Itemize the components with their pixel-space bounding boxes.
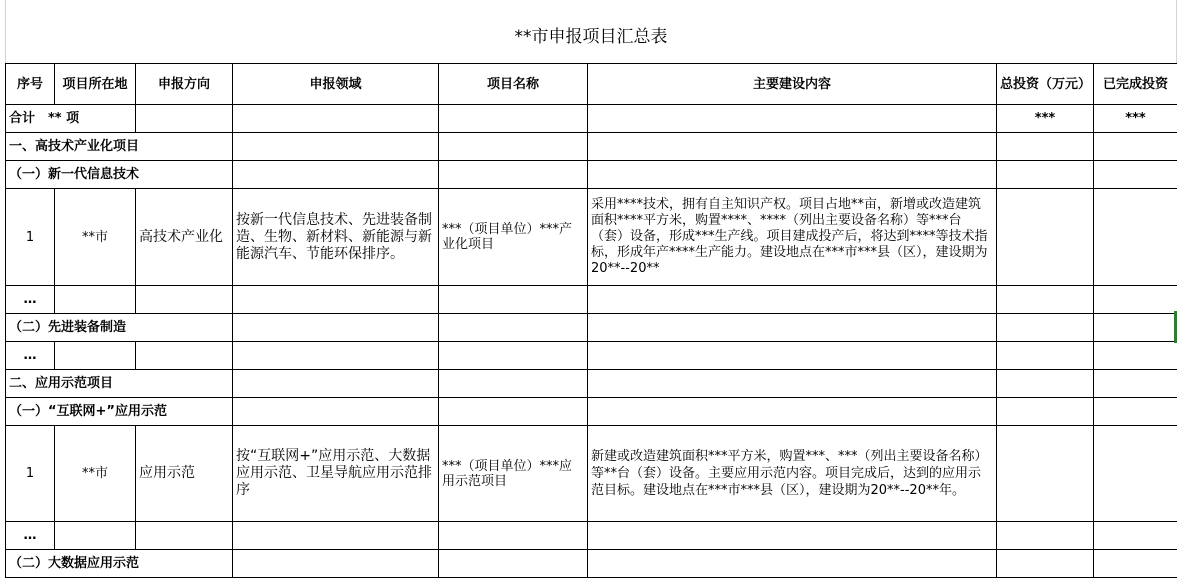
table-row [6,426,1177,522]
row-location[interactable]: **市 [55,189,136,286]
total-row [6,105,1177,133]
subsection-label[interactable]: （一）新一代信息技术 [6,161,233,189]
summary-table [5,63,1177,578]
row-content[interactable]: 采用****技术，拥有自主知识产权。项目占地**亩，新增或改造建筑面积****平方米，购置****、****（列出主要设备名称）等***台（套）设备，形成***生产线。项目建成投产后，将达到****等技术指标，形成年产****生产能力。建设地点在***市***县（区），建设期为20**--20** [588,189,997,286]
cell[interactable] [1094,161,1177,189]
cell[interactable] [233,133,439,161]
cell[interactable] [439,342,588,370]
cell[interactable] [1094,189,1177,286]
row-seq[interactable]: 1 [6,189,55,286]
subsection-label[interactable]: （一）“互联网+”应用示范 [6,398,233,426]
cell[interactable] [233,105,439,133]
cell[interactable] [588,314,997,342]
ellipsis-cell[interactable]: … [6,522,55,550]
cell[interactable] [136,105,233,133]
table-row [6,522,1177,550]
row-name[interactable]: ***（项目单位）***应用示范项目 [439,426,588,522]
cell[interactable] [588,398,997,426]
row-direction[interactable]: 应用示范 [136,426,233,522]
header-completed[interactable]: 已完成投资 [1094,64,1177,105]
table-row [6,189,1177,286]
cell[interactable] [997,426,1094,522]
cell[interactable] [1094,550,1177,578]
cell[interactable] [1094,398,1177,426]
cell[interactable] [439,314,588,342]
row-content[interactable]: 新建或改造建筑面积***平方米，购置***、***（列出主要设备名称）等**台（套）设备。主要应用示范内容。项目完成后，达到的应用示范目标。建设地点在***市***县（区），建设期为20**--20**年。 [588,426,997,522]
cell[interactable] [997,522,1094,550]
ellipsis-cell[interactable]: … [6,342,55,370]
cell[interactable] [997,398,1094,426]
cell[interactable] [233,398,439,426]
table-row [6,286,1177,314]
cell[interactable] [997,370,1094,398]
section-label[interactable]: 一、高技术产业化项目 [6,133,233,161]
cell[interactable] [588,370,997,398]
header-seq[interactable]: 序号 [6,64,55,105]
cell[interactable] [1094,342,1177,370]
section-row [6,133,1177,161]
header-name[interactable]: 项目名称 [439,64,588,105]
cell[interactable] [997,550,1094,578]
cell[interactable] [439,286,588,314]
section-row [6,370,1177,398]
section-label[interactable]: 二、应用示范项目 [6,370,233,398]
cell[interactable] [997,161,1094,189]
subsection-label[interactable]: （二）大数据应用示范 [6,550,233,578]
total-investment[interactable]: *** [997,105,1094,133]
cell[interactable] [997,342,1094,370]
cell[interactable] [588,522,997,550]
header-row [6,64,1177,105]
cell[interactable] [588,286,997,314]
cell[interactable] [997,133,1094,161]
cell[interactable] [233,314,439,342]
row-field[interactable]: 按“互联网+”应用示范、大数据应用示范、卫星导航应用示范排序 [233,426,439,522]
cell[interactable] [439,133,588,161]
ellipsis-cell[interactable]: … [6,286,55,314]
header-investment[interactable]: 总投资（万元） [997,64,1094,105]
cell[interactable] [588,105,997,133]
subsection-row [6,161,1177,189]
sheet-title[interactable]: **市申报项目汇总表 [514,26,668,47]
subsection-row-selected [6,314,1177,342]
cell[interactable] [55,342,136,370]
cell[interactable] [588,161,997,189]
cell[interactable] [997,314,1094,342]
header-field[interactable]: 申报领域 [233,64,439,105]
cell[interactable] [136,286,233,314]
cell[interactable] [233,161,439,189]
cell[interactable] [233,550,439,578]
row-location[interactable]: **市 [55,426,136,522]
row-seq[interactable]: 1 [6,426,55,522]
header-direction[interactable]: 申报方向 [136,64,233,105]
subsection-row [6,398,1177,426]
cell[interactable] [439,522,588,550]
cell[interactable] [439,550,588,578]
cell[interactable] [997,189,1094,286]
cell[interactable] [1094,314,1177,342]
cell[interactable] [588,550,997,578]
cell[interactable] [233,370,439,398]
header-content[interactable]: 主要建设内容 [588,64,997,105]
table-row [6,342,1177,370]
header-location[interactable]: 项目所在地 [55,64,136,105]
cell[interactable] [1094,370,1177,398]
row-name[interactable]: ***（项目单位）***产业化项目 [439,189,588,286]
cell[interactable] [55,286,136,314]
cell[interactable] [439,161,588,189]
cell[interactable] [588,133,997,161]
subsection-label[interactable]: （二）先进装备制造 [6,314,233,342]
cell[interactable] [55,522,136,550]
cell[interactable] [1094,522,1177,550]
cell[interactable] [136,342,233,370]
cell[interactable] [1094,426,1177,522]
row-direction[interactable]: 高技术产业化 [136,189,233,286]
cell[interactable] [1094,286,1177,314]
cell[interactable] [1094,133,1177,161]
cell[interactable] [233,342,439,370]
subsection-row [6,550,1177,578]
cell[interactable] [136,522,233,550]
cell[interactable] [588,342,997,370]
cell[interactable] [439,105,588,133]
total-label[interactable]: 合计 ** 项 [6,105,136,133]
cell[interactable] [997,286,1094,314]
cell[interactable] [439,370,588,398]
total-completed[interactable]: *** [1094,105,1177,133]
cell[interactable] [439,398,588,426]
cell[interactable] [233,522,439,550]
cell[interactable] [233,286,439,314]
row-field[interactable]: 按新一代信息技术、先进装备制造、生物、新材料、新能源与新能源汽车、节能环保排序。 [233,189,439,286]
